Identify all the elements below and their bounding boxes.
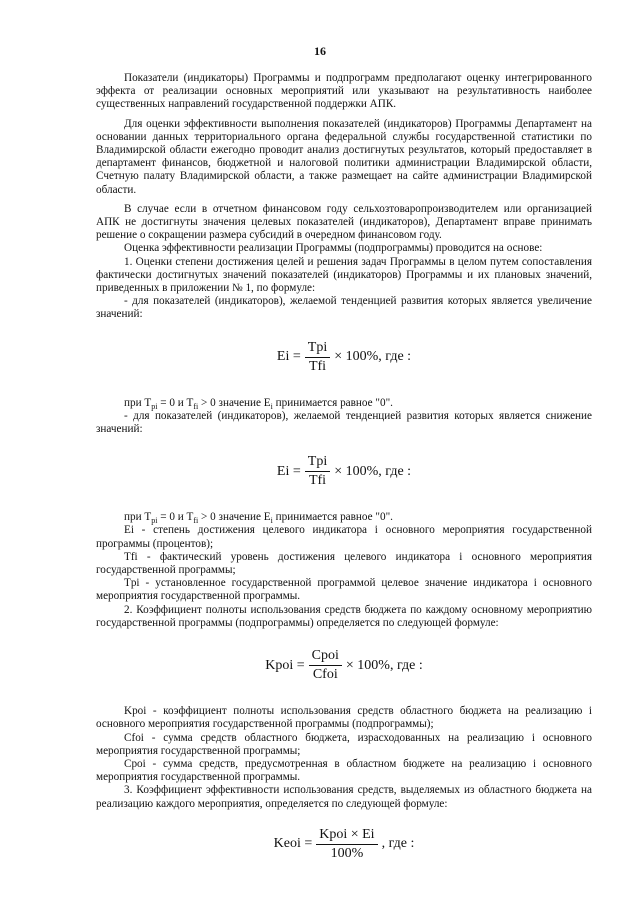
formula-numerator: Cpoi [309, 648, 342, 666]
paragraph-indicators: Показатели (индикаторы) Программы и подпрограмм предполагают оценку интегрированного эффекта от реализации основных мероприятий или указывают на результативность наиболее существенных направлений государственной поддержки АПК. [96, 72, 592, 111]
paragraph-item-2: 2. Коэффициент полноты использования средств бюджета по каждому основному мероприятию государственной программы (подпрограммы) определяется по следующей формуле: [96, 603, 592, 629]
paragraph-evaluation: Для оценки эффективности выполнения показателей (индикаторов) Программы Департамент на основании данных территориального органа федеральной службы государственной статистики по Владимирской области ежегодно проводит анализ достигнутых результатов, который предоставляет в департамент финансов, бюджетной и налоговой политики администрации Владимирской области, Счетную палату Владимирской области, а также размещает на сайте администрации Владимирской области. [96, 117, 592, 196]
formula-denominator: Cfoi [312, 667, 338, 683]
formula-keoi [96, 827, 592, 862]
paragraph-subsidy: В случае если в отчетном финансовом году сельхозтоваропроизводителем или организацией АПК не достигнуты значения целевых показателей (индикаторов), Департамент вправе принимать решение о сокращении размера субсидий в очередном финансовом году. [96, 202, 592, 242]
formula-rhs: × 100%, где : [334, 349, 412, 365]
paragraph-basis: Оценка эффективности реализации Программы (подпрограммы) проводится на основе: [124, 242, 543, 255]
formula-rhs: × 100%, где : [345, 657, 423, 673]
formula-denominator: Tfi [308, 473, 327, 489]
definition-kpoi: Kpoi - коэффициент полноты использования средств областного бюджета на реализацию i основного мероприятия государственной программы (подпрограммы); [96, 705, 592, 731]
formula-numerator: Kpoi × Ei [316, 827, 377, 845]
paragraph-item-3: 3. Коэффициент эффективности использования средств, выделяемых из областного бюджета на реализацию каждого мероприятия, определяется по следующей формуле: [96, 784, 592, 810]
definition-cpoi: Cpoi - сумма средств, предусмотренная в областном бюджете на реализацию i основного мероприятия государственной программы. [96, 757, 592, 784]
formula-numerator: Tpi [305, 454, 330, 472]
definition-ei: Ei - степень достижения целевого индикатора i основного мероприятия государственной программы (процентов); [96, 524, 592, 550]
formula-fraction [305, 340, 330, 375]
formula-ei-increase [96, 340, 592, 375]
definition-tpi: Tpi - установленное государственной программой целевое значение индикатора i основного мероприятия государственной программы. [96, 577, 592, 603]
paragraph-decrease: - для показателей (индикаторов), желаемой тенденцией развития которых является снижение значений: [96, 409, 592, 436]
condition-2: при $T_{pi} = 0$ и $T_{fi} > 0$ значение $E_i$ принимается равное "0". [124, 511, 393, 526]
formula-denominator: Tfi [308, 358, 327, 374]
page-body [96, 72, 592, 880]
formula-lhs: Ei = [276, 349, 301, 365]
formula-lhs: Ei = [276, 463, 301, 479]
formula-rhs: × 100%, где : [334, 463, 412, 479]
page-number: 16 [314, 44, 326, 58]
condition-1: при $T_{pi} = 0$ и $T_{fi} > 0$ значение $E_i$ принимается равное "0". [124, 396, 393, 411]
formula-lhs: Kpoi = [265, 657, 305, 673]
formula-fraction [309, 648, 342, 683]
formula-kpoi [96, 648, 592, 683]
formula-denominator: 100% [330, 845, 364, 861]
formula-lhs: Keoi = [273, 836, 313, 852]
formula-fraction [316, 827, 377, 862]
formula-ei-decrease [96, 454, 592, 489]
paragraph-item-1: 1. Оценки степени достижения целей и решения задач Программы в целом путем сопоставления фактически достигнутых значений показателей (индикаторов) Программы и их плановых значений, приведенных в приложении № 1, по формуле: [96, 255, 592, 295]
definition-cfoi: Cfoi - сумма средств областного бюджета, израсходованных на реализацию i основного мероприятия государственной программы; [96, 731, 592, 757]
definition-tfi: Tfi - фактический уровень достижения целевого индикатора i основного мероприятия государственной программы; [96, 550, 592, 577]
formula-rhs: , где : [381, 836, 415, 852]
paragraph-increase: - для показателей (индикаторов), желаемой тенденцией развития которых является увеличение значений: [96, 295, 592, 321]
formula-fraction [305, 454, 330, 489]
formula-numerator: Tpi [305, 340, 330, 358]
